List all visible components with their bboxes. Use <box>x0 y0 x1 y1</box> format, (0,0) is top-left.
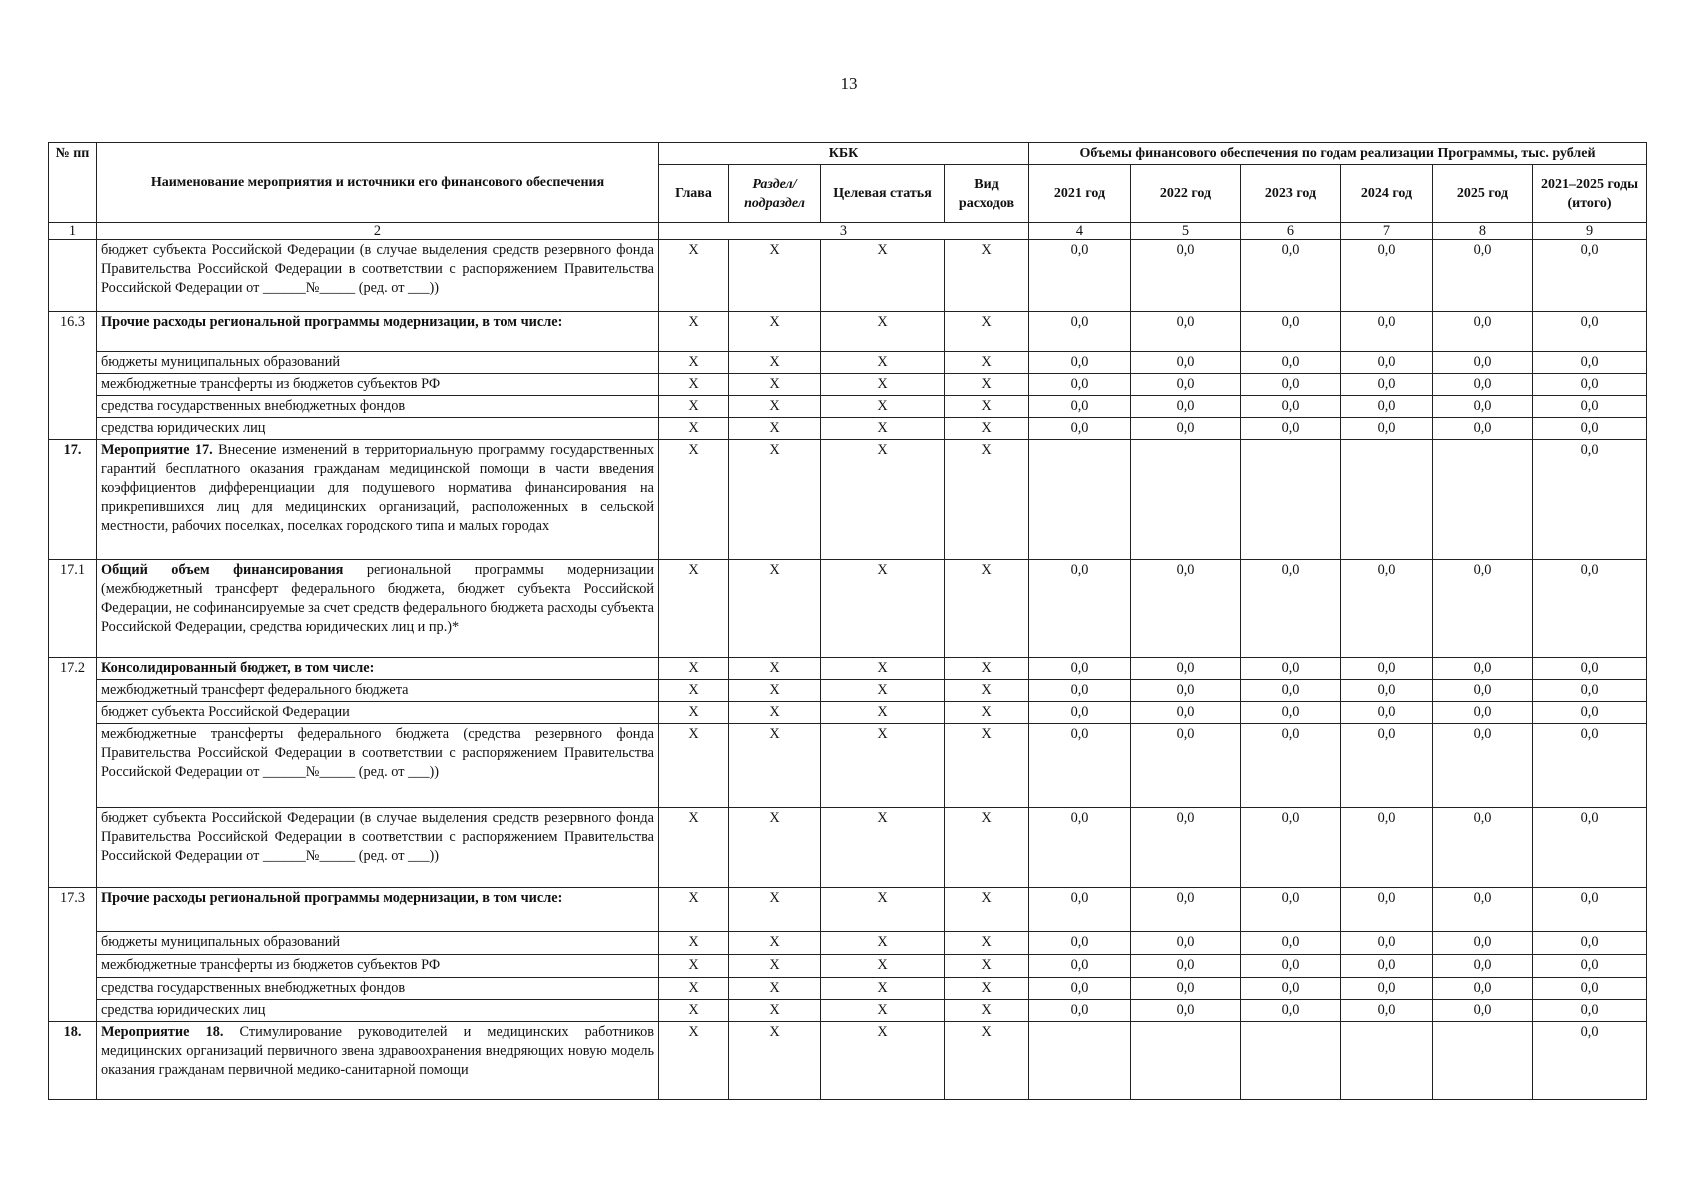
value-cell: 0,0 <box>1433 808 1533 888</box>
row-text: бюджеты муниципальных образований <box>101 354 341 370</box>
row-name <box>97 702 659 724</box>
row-name <box>97 1000 659 1022</box>
value-cell: 0,0 <box>1131 352 1241 374</box>
value-cell: 0,0 <box>1533 352 1647 374</box>
value-cell: 0,0 <box>1533 312 1647 352</box>
row-text: бюджет субъекта Российской Федерации <box>101 704 350 720</box>
kbk-cell: X <box>945 808 1029 888</box>
kbk-cell: X <box>729 955 821 978</box>
kbk-cell: X <box>821 724 945 808</box>
value-cell: 0,0 <box>1131 396 1241 418</box>
value-cell: 0,0 <box>1241 418 1341 440</box>
row-number: 17.3 <box>49 888 97 1022</box>
table-row <box>49 440 1647 560</box>
table-body <box>49 240 1647 1100</box>
kbk-cell: X <box>945 680 1029 702</box>
row-name <box>97 374 659 396</box>
kbk-cell: X <box>945 888 1029 932</box>
kbk-cell: X <box>945 724 1029 808</box>
row-number <box>49 240 97 312</box>
header-year-2024: 2024 год <box>1341 165 1433 223</box>
kbk-cell: X <box>729 1022 821 1100</box>
table-row <box>49 680 1647 702</box>
kbk-cell: X <box>821 808 945 888</box>
kbk-cell: X <box>729 312 821 352</box>
kbk-cell: X <box>821 560 945 658</box>
kbk-cell: X <box>821 932 945 955</box>
kbk-cell: X <box>659 680 729 702</box>
value-cell <box>1029 440 1131 560</box>
value-cell: 0,0 <box>1241 888 1341 932</box>
row-lead: Прочие расходы региональной программы модернизации, в том числе: <box>101 890 563 906</box>
kbk-cell: X <box>821 680 945 702</box>
kbk-cell: X <box>659 808 729 888</box>
row-text: средства юридических лиц <box>101 1002 266 1018</box>
kbk-cell: X <box>729 560 821 658</box>
value-cell: 0,0 <box>1029 374 1131 396</box>
value-cell: 0,0 <box>1029 560 1131 658</box>
kbk-cell: X <box>729 1000 821 1022</box>
value-cell: 0,0 <box>1533 724 1647 808</box>
kbk-cell: X <box>659 724 729 808</box>
value-cell: 0,0 <box>1433 352 1533 374</box>
value-cell: 0,0 <box>1341 808 1433 888</box>
value-cell: 0,0 <box>1029 352 1131 374</box>
value-cell: 0,0 <box>1341 1000 1433 1022</box>
value-cell: 0,0 <box>1241 680 1341 702</box>
value-cell <box>1241 1022 1341 1100</box>
kbk-cell: X <box>821 440 945 560</box>
column-numbers-row <box>49 223 1647 240</box>
header-volumes: Объемы финансового обеспечения по годам реализации Программы, тыс. рублей <box>1029 143 1647 165</box>
kbk-cell: X <box>729 418 821 440</box>
kbk-cell: X <box>729 396 821 418</box>
table-row <box>49 702 1647 724</box>
row-name <box>97 1022 659 1100</box>
value-cell: 0,0 <box>1533 658 1647 680</box>
value-cell: 0,0 <box>1131 658 1241 680</box>
kbk-cell: X <box>659 658 729 680</box>
value-cell: 0,0 <box>1533 418 1647 440</box>
kbk-cell: X <box>821 658 945 680</box>
value-cell: 0,0 <box>1433 702 1533 724</box>
table-row <box>49 374 1647 396</box>
value-cell: 0,0 <box>1341 702 1433 724</box>
kbk-cell: X <box>729 658 821 680</box>
row-text: межбюджетный трансферт федерального бюджета <box>101 682 409 698</box>
value-cell: 0,0 <box>1341 888 1433 932</box>
value-cell <box>1341 1022 1433 1100</box>
financing-table <box>48 142 1647 1100</box>
value-cell: 0,0 <box>1433 955 1533 978</box>
kbk-cell: X <box>945 560 1029 658</box>
row-lead: Мероприятие 17. <box>101 442 213 458</box>
value-cell: 0,0 <box>1341 312 1433 352</box>
row-text: бюджеты муниципальных образований <box>101 934 341 950</box>
value-cell: 0,0 <box>1433 418 1533 440</box>
kbk-cell: X <box>945 374 1029 396</box>
value-cell: 0,0 <box>1533 1022 1647 1100</box>
row-text: средства государственных внебюджетных фондов <box>101 980 406 996</box>
kbk-cell: X <box>729 702 821 724</box>
kbk-cell: X <box>821 702 945 724</box>
value-cell: 0,0 <box>1131 932 1241 955</box>
kbk-cell: X <box>659 240 729 312</box>
value-cell: 0,0 <box>1131 240 1241 312</box>
table-row <box>49 396 1647 418</box>
value-cell: 0,0 <box>1241 352 1341 374</box>
value-cell: 0,0 <box>1533 702 1647 724</box>
page-number: 13 <box>840 74 858 93</box>
kbk-cell: X <box>945 240 1029 312</box>
kbk-cell: X <box>659 955 729 978</box>
row-text: Стимулирование руководителей и медицинских работников медицинских организаций первичного звена здравоохранения внедряющих новую модель оказания гражданам первичной медико-санитарной помощи <box>101 1024 655 1078</box>
value-cell: 0,0 <box>1533 680 1647 702</box>
value-cell: 0,0 <box>1029 312 1131 352</box>
header-year-2023: 2023 год <box>1241 165 1341 223</box>
header-no: № пп <box>49 143 97 223</box>
colnum: 2 <box>97 223 659 240</box>
value-cell: 0,0 <box>1029 808 1131 888</box>
row-number: 17. <box>49 440 97 560</box>
kbk-cell: X <box>659 888 729 932</box>
row-name <box>97 396 659 418</box>
table-row <box>49 888 1647 932</box>
row-name <box>97 560 659 658</box>
kbk-cell: X <box>945 702 1029 724</box>
kbk-cell: X <box>821 374 945 396</box>
header-razdel: Раздел/ подраздел <box>729 165 821 223</box>
colnum: 9 <box>1533 223 1647 240</box>
kbk-cell: X <box>821 418 945 440</box>
kbk-cell: X <box>945 978 1029 1000</box>
value-cell: 0,0 <box>1131 312 1241 352</box>
value-cell: 0,0 <box>1533 374 1647 396</box>
value-cell: 0,0 <box>1433 888 1533 932</box>
value-cell: 0,0 <box>1341 658 1433 680</box>
value-cell: 0,0 <box>1241 396 1341 418</box>
row-text: межбюджетные трансферты из бюджетов субъектов РФ <box>101 376 441 392</box>
kbk-cell: X <box>659 418 729 440</box>
value-cell: 0,0 <box>1131 1000 1241 1022</box>
value-cell: 0,0 <box>1533 978 1647 1000</box>
value-cell: 0,0 <box>1433 240 1533 312</box>
kbk-cell: X <box>659 978 729 1000</box>
kbk-cell: X <box>821 955 945 978</box>
value-cell: 0,0 <box>1131 374 1241 396</box>
value-cell: 0,0 <box>1029 658 1131 680</box>
value-cell: 0,0 <box>1029 724 1131 808</box>
value-cell <box>1341 440 1433 560</box>
value-cell: 0,0 <box>1533 396 1647 418</box>
header-total: 2021–2025 годы (итого) <box>1533 165 1647 223</box>
kbk-cell: X <box>659 396 729 418</box>
row-name <box>97 418 659 440</box>
value-cell: 0,0 <box>1433 658 1533 680</box>
value-cell: 0,0 <box>1341 932 1433 955</box>
value-cell: 0,0 <box>1341 978 1433 1000</box>
value-cell: 0,0 <box>1433 680 1533 702</box>
header-vid: Вид расходов <box>945 165 1029 223</box>
value-cell: 0,0 <box>1341 418 1433 440</box>
value-cell: 0,0 <box>1131 978 1241 1000</box>
kbk-cell: X <box>821 396 945 418</box>
row-name <box>97 724 659 808</box>
table-row <box>49 658 1647 680</box>
table-row <box>49 724 1647 808</box>
table-row <box>49 560 1647 658</box>
value-cell: 0,0 <box>1131 560 1241 658</box>
value-cell: 0,0 <box>1533 955 1647 978</box>
kbk-cell: X <box>945 932 1029 955</box>
kbk-cell: X <box>729 680 821 702</box>
value-cell <box>1433 440 1533 560</box>
table-row <box>49 418 1647 440</box>
row-name <box>97 658 659 680</box>
row-text: межбюджетные трансферты из бюджетов субъектов РФ <box>101 957 441 973</box>
kbk-cell: X <box>821 352 945 374</box>
kbk-cell: X <box>945 658 1029 680</box>
row-lead: Мероприятие 18. <box>101 1024 224 1040</box>
value-cell: 0,0 <box>1433 374 1533 396</box>
value-cell: 0,0 <box>1433 312 1533 352</box>
header-statya: Целевая статья <box>821 165 945 223</box>
colnum: 5 <box>1131 223 1241 240</box>
row-name <box>97 312 659 352</box>
value-cell: 0,0 <box>1131 702 1241 724</box>
value-cell: 0,0 <box>1029 396 1131 418</box>
value-cell: 0,0 <box>1533 808 1647 888</box>
value-cell: 0,0 <box>1433 1000 1533 1022</box>
kbk-cell: X <box>659 1022 729 1100</box>
value-cell: 0,0 <box>1241 808 1341 888</box>
table-row <box>49 932 1647 955</box>
row-text: бюджет субъекта Российской Федерации (в случае выделения средств резервного фонда Правительства Российской Федерации в соответствии с распоряжением Правительства Российской Федерации от ______№_____ (ред. от ___)) <box>101 810 654 864</box>
table-row <box>49 1022 1647 1100</box>
value-cell: 0,0 <box>1241 955 1341 978</box>
value-cell: 0,0 <box>1131 888 1241 932</box>
row-text: межбюджетные трансферты федерального бюджета (средства резервного фонда Правительства Российской Федерации в соответствии с распоряжением Правительства Российской Федерации от ______№_____ (ред. от ___)) <box>101 726 654 780</box>
kbk-cell: X <box>659 440 729 560</box>
table-row <box>49 978 1647 1000</box>
kbk-cell: X <box>729 440 821 560</box>
colnum: 7 <box>1341 223 1433 240</box>
kbk-cell: X <box>659 352 729 374</box>
value-cell: 0,0 <box>1533 560 1647 658</box>
colnum: 3 <box>659 223 1029 240</box>
colnum: 4 <box>1029 223 1131 240</box>
table-row <box>49 312 1647 352</box>
table-row <box>49 240 1647 312</box>
value-cell: 0,0 <box>1341 352 1433 374</box>
row-number: 17.2 <box>49 658 97 888</box>
row-name <box>97 932 659 955</box>
row-name <box>97 808 659 888</box>
kbk-cell: X <box>659 932 729 955</box>
value-cell: 0,0 <box>1029 932 1131 955</box>
value-cell: 0,0 <box>1241 978 1341 1000</box>
value-cell <box>1131 1022 1241 1100</box>
value-cell: 0,0 <box>1029 418 1131 440</box>
kbk-cell: X <box>729 352 821 374</box>
value-cell: 0,0 <box>1029 1000 1131 1022</box>
value-cell: 0,0 <box>1241 702 1341 724</box>
value-cell: 0,0 <box>1241 560 1341 658</box>
value-cell: 0,0 <box>1433 396 1533 418</box>
row-lead: Консолидированный бюджет, в том числе: <box>101 660 375 676</box>
value-cell: 0,0 <box>1341 374 1433 396</box>
kbk-cell: X <box>945 955 1029 978</box>
value-cell: 0,0 <box>1341 240 1433 312</box>
value-cell: 0,0 <box>1533 888 1647 932</box>
value-cell: 0,0 <box>1433 560 1533 658</box>
value-cell: 0,0 <box>1341 955 1433 978</box>
kbk-cell: X <box>821 1000 945 1022</box>
header-year-2022: 2022 год <box>1131 165 1241 223</box>
row-name <box>97 440 659 560</box>
row-lead: Прочие расходы региональной программы модернизации, в том числе: <box>101 314 563 330</box>
kbk-cell: X <box>945 1000 1029 1022</box>
header-kbk: КБК <box>659 143 1029 165</box>
kbk-cell: X <box>945 312 1029 352</box>
value-cell <box>1029 1022 1131 1100</box>
value-cell: 0,0 <box>1029 888 1131 932</box>
header-year-2025: 2025 год <box>1433 165 1533 223</box>
table-row <box>49 352 1647 374</box>
value-cell: 0,0 <box>1131 808 1241 888</box>
value-cell <box>1433 1022 1533 1100</box>
value-cell: 0,0 <box>1241 240 1341 312</box>
kbk-cell: X <box>945 352 1029 374</box>
row-number: 17.1 <box>49 560 97 658</box>
row-name <box>97 240 659 312</box>
value-cell: 0,0 <box>1341 560 1433 658</box>
value-cell: 0,0 <box>1131 680 1241 702</box>
value-cell: 0,0 <box>1131 418 1241 440</box>
value-cell: 0,0 <box>1029 978 1131 1000</box>
row-name <box>97 978 659 1000</box>
row-name <box>97 888 659 932</box>
row-number: 18. <box>49 1022 97 1100</box>
row-text: Внесение изменений в территориальную программу государственных гарантий бесплатного оказания гражданам медицинской помощи в части введения коэффициентов дифференциации для подушевого норматива финансирования на прикрепившихся лиц для медицинских организаций, расположенных в сельской местности, рабочих поселках, поселках городского типа и малых городах <box>101 442 654 534</box>
kbk-cell: X <box>945 396 1029 418</box>
value-cell: 0,0 <box>1241 932 1341 955</box>
value-cell: 0,0 <box>1341 724 1433 808</box>
value-cell: 0,0 <box>1341 396 1433 418</box>
row-text: средства государственных внебюджетных фондов <box>101 398 406 414</box>
value-cell: 0,0 <box>1533 440 1647 560</box>
row-name <box>97 352 659 374</box>
kbk-cell: X <box>945 1022 1029 1100</box>
kbk-cell: X <box>659 560 729 658</box>
value-cell: 0,0 <box>1131 724 1241 808</box>
kbk-cell: X <box>729 240 821 312</box>
value-cell: 0,0 <box>1241 724 1341 808</box>
table-row <box>49 955 1647 978</box>
colnum: 6 <box>1241 223 1341 240</box>
kbk-cell: X <box>821 240 945 312</box>
kbk-cell: X <box>659 312 729 352</box>
value-cell: 0,0 <box>1029 680 1131 702</box>
kbk-cell: X <box>729 932 821 955</box>
kbk-cell: X <box>729 888 821 932</box>
header-year-2021: 2021 год <box>1029 165 1131 223</box>
kbk-cell: X <box>659 1000 729 1022</box>
row-text: средства юридических лиц <box>101 420 266 436</box>
kbk-cell: X <box>821 978 945 1000</box>
row-name <box>97 955 659 978</box>
value-cell: 0,0 <box>1341 680 1433 702</box>
value-cell: 0,0 <box>1029 955 1131 978</box>
value-cell <box>1131 440 1241 560</box>
value-cell: 0,0 <box>1029 240 1131 312</box>
row-lead: Общий объем финансирования <box>101 562 344 578</box>
value-cell <box>1241 440 1341 560</box>
colnum: 1 <box>49 223 97 240</box>
kbk-cell: X <box>659 374 729 396</box>
value-cell: 0,0 <box>1533 240 1647 312</box>
kbk-cell: X <box>945 418 1029 440</box>
kbk-cell: X <box>821 312 945 352</box>
kbk-cell: X <box>821 1022 945 1100</box>
value-cell: 0,0 <box>1241 312 1341 352</box>
header-glava: Глава <box>659 165 729 223</box>
table-row <box>49 808 1647 888</box>
value-cell: 0,0 <box>1241 658 1341 680</box>
kbk-cell: X <box>659 702 729 724</box>
kbk-cell: X <box>729 978 821 1000</box>
value-cell: 0,0 <box>1131 955 1241 978</box>
value-cell: 0,0 <box>1433 932 1533 955</box>
kbk-cell: X <box>729 808 821 888</box>
kbk-cell: X <box>729 724 821 808</box>
header-name: Наименование мероприятия и источники его финансового обеспечения <box>97 143 659 223</box>
value-cell: 0,0 <box>1241 1000 1341 1022</box>
value-cell: 0,0 <box>1433 724 1533 808</box>
colnum: 8 <box>1433 223 1533 240</box>
row-name <box>97 680 659 702</box>
value-cell: 0,0 <box>1029 702 1131 724</box>
value-cell: 0,0 <box>1241 374 1341 396</box>
value-cell: 0,0 <box>1533 1000 1647 1022</box>
value-cell: 0,0 <box>1533 932 1647 955</box>
row-text: бюджет субъекта Российской Федерации (в случае выделения средств резервного фонда Правительства Российской Федерации в соответствии с распоряжением Правительства Российской Федерации от ______№_____ (ред. от ___)) <box>101 242 654 296</box>
row-text: региональной программы модернизации (межбюджетный трансферт федерального бюджета, бюджет субъекта Российской Федерации, не софинансируемые за счет средств федерального бюджета расходы субъекта Российской Федерации, средства юридических лиц и пр.)* <box>101 562 654 635</box>
kbk-cell: X <box>945 440 1029 560</box>
table-row <box>49 1000 1647 1022</box>
row-number: 16.3 <box>49 312 97 440</box>
value-cell: 0,0 <box>1433 978 1533 1000</box>
kbk-cell: X <box>729 374 821 396</box>
kbk-cell: X <box>821 888 945 932</box>
